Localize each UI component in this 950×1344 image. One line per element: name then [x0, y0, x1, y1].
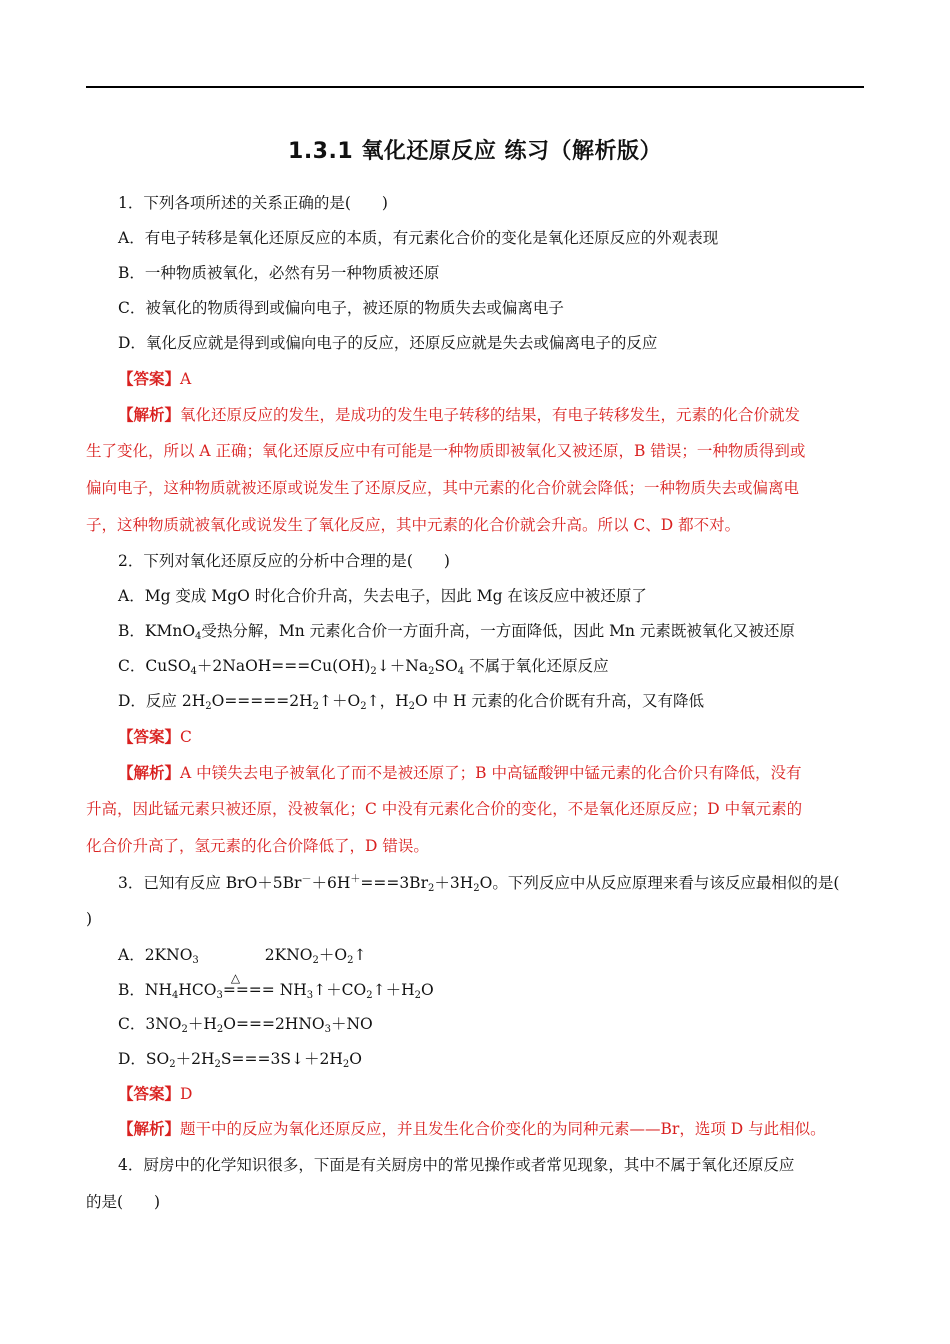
q2-option-d — [118, 690, 898, 712]
q2-stem: 2．下列对氧化还原反应的分析中合理的是( ) — [118, 552, 450, 570]
heat-condition — [222, 971, 275, 1001]
q3-b-sub-2: 3 — [216, 990, 223, 1001]
q2-c-sub-2: 2 — [370, 666, 377, 677]
q2-option-b — [118, 620, 898, 642]
q2-c-text-1: C．CuSO — [118, 657, 191, 675]
q3-b-text-3: NH — [274, 981, 307, 999]
q3-stem-continuation: ) — [86, 910, 93, 928]
q1-option-b: B．一种物质被氧化，必然有另一种物质被还原 — [118, 264, 440, 282]
q3-b-sub-1: 4 — [171, 990, 179, 1001]
q3-stem-text-3: ===3Br — [360, 874, 428, 892]
explanation-tag: 【解析】 — [118, 763, 181, 782]
q2-c-sub-3: 2 — [428, 666, 435, 677]
q3-a-text-1: A．2KNO — [118, 946, 193, 964]
q1-answer — [118, 368, 898, 390]
q3-c-text-1: C．3NO — [118, 1015, 182, 1033]
q1-expl-text-1: 氧化还原反应的发生，是成功的发生电子转移的结果，有电子转移发生，元素的化合价就发 — [180, 406, 801, 424]
q3-c-sub-1: 2 — [181, 1024, 188, 1035]
q3-c-sub-2: 2 — [216, 1024, 224, 1035]
q2-option-c — [118, 655, 898, 677]
q2-c-sub-1: 4 — [190, 666, 197, 677]
q2-explanation-line-1 — [118, 762, 898, 784]
q3-stem-text-5: O。下列反应中从反应原理来看与该反应最相似的是( — [479, 874, 840, 892]
q1-explanation-line-2: 生了变化，所以 A 正确；氧化还原反应中有可能是一种物质即被氧化又被还原，B 错误；一种物质得到或 — [86, 442, 806, 460]
q3-d-text-2: ＋2H — [175, 1050, 215, 1068]
answer-tag: 【答案】 — [118, 369, 181, 388]
explanation-tag: 【解析】 — [118, 405, 181, 424]
q3-stem-sub-2: 2 — [473, 883, 480, 894]
answer-tag: 【答案】 — [118, 1084, 181, 1103]
q2-d-text-5: O 中 H 元素的化合价既有升高，又有降低 — [414, 692, 704, 710]
q3-stem-sub-1: 2 — [427, 883, 435, 894]
q2-b-sub: 4 — [195, 631, 202, 642]
q3-expl-text-1: 题干中的反应为氧化还原反应，并且发生化合价变化的为同种元素——Br，选项 D 与此相似。 — [180, 1120, 826, 1138]
q1-option-a: A．有电子转移是氧化还原反应的本质，有元素化合价的变化是氧化还原反应的外观表现 — [118, 229, 719, 247]
q3-stem-text-2: ＋6H — [311, 874, 351, 892]
q3-b-sub-4: 2 — [366, 990, 373, 1001]
q2-d-text-1: D．反应 2H — [118, 692, 206, 710]
q1-answer-value: A — [180, 370, 192, 388]
q2-c-text-3: ↓＋Na — [376, 657, 429, 675]
header-rule — [86, 86, 864, 88]
q2-b-text-1: B．KMnO — [118, 622, 196, 640]
page-title: 1.3.1 氧化还原反应 练习（解析版） — [288, 139, 662, 164]
q3-stem-text-4: ＋3H — [434, 874, 474, 892]
q1-explanation-line-4: 子，这种物质就被氧化或说发生了氧化反应，其中元素的化合价就会升高。所以 C、D 都不对。 — [86, 516, 741, 534]
q2-c-text-2: ＋2NaOH===Cu(OH) — [196, 657, 371, 675]
q3-c-text-3: O===2HNO — [223, 1015, 325, 1033]
q2-d-text-3: ↑＋O — [319, 692, 361, 710]
q4-stem-line-1: 4．厨房中的化学知识很多，下面是有关厨房中的常见操作或者常见现象，其中不属于氧化还原反应 — [118, 1156, 795, 1174]
q3-d-text-3: S===3S↓＋2H — [220, 1050, 343, 1068]
q3-a-sub-2: 2 — [312, 955, 319, 966]
q1-option-c: C．被氧化的物质得到或偏向电子，被还原的物质失去或偏离电子 — [118, 299, 564, 317]
q3-stem — [118, 872, 898, 894]
explanation-tag: 【解析】 — [118, 1119, 181, 1138]
q3-a-text-3: ＋O — [318, 946, 348, 964]
q2-c-sub-4: 4 — [457, 666, 465, 677]
q3-a-text-2: 2KNO — [264, 946, 313, 964]
q2-c-text-5: 不属于氧化还原反应 — [464, 657, 609, 675]
q2-explanation-line-2: 升高，因此锰元素只被还原，没被氧化；C 中没有元素化合价的变化，不是氧化还原反应；D 中氧元素的 — [86, 800, 803, 818]
q2-d-sub-1: 2 — [205, 701, 212, 712]
q1-stem: 1．下列各项所述的关系正确的是( ) — [118, 194, 388, 212]
q3-explanation-line-1 — [118, 1118, 898, 1140]
q1-explanation-line-3: 偏向电子，这种物质就被还原或说发生了还原反应，其中元素的化合价就会降低；一种物质失去或偏离电 — [86, 479, 800, 497]
q3-c-text-4: ＋NO — [330, 1015, 373, 1033]
q3-c-text-2: ＋H — [187, 1015, 217, 1033]
q2-d-text-4: ↑，H — [366, 692, 409, 710]
q3-answer — [118, 1083, 898, 1105]
q1-option-d: D．氧化反应就是得到或偏向电子的反应，还原反应就是失去或偏离电子的反应 — [118, 334, 658, 352]
answer-tag: 【答案】 — [118, 727, 181, 746]
q3-a-text-4: ↑ — [353, 946, 367, 964]
q3-option-b — [118, 971, 898, 1001]
q2-explanation-line-3: 化合价升高了，氢元素的化合价降低了，D 错误。 — [86, 837, 429, 855]
q3-stem-sup-2: ＋ — [350, 874, 361, 885]
q1-explanation-line-1 — [118, 404, 898, 426]
q3-b-text-4: ↑＋CO — [313, 981, 367, 999]
q3-option-a — [118, 944, 898, 966]
q3-c-sub-3: 3 — [324, 1024, 331, 1035]
q3-stem-sup-1: － — [301, 874, 312, 885]
q2-d-sub-4: 2 — [408, 701, 415, 712]
q4-stem-line-2: 的是( ) — [86, 1193, 161, 1211]
q2-b-text-2: 受热分解，Mn 元素化合价一方面升高，一方面降低，因此 Mn 元素既被氧化又被还原 — [201, 622, 795, 640]
q3-d-sub-3: 2 — [342, 1059, 350, 1070]
q2-answer — [118, 726, 898, 748]
q2-d-sub-3: 2 — [360, 701, 367, 712]
q3-stem-text-1: 3．已知有反应 BrO＋5Br — [118, 874, 302, 892]
q3-a-sub-1: 3 — [192, 955, 199, 966]
q3-a-sub-3: 2 — [347, 955, 354, 966]
q3-d-sub-1: 2 — [169, 1059, 176, 1070]
q3-b-text-1: B．NH — [118, 981, 172, 999]
heat-triangle-icon: △ — [230, 971, 241, 985]
q3-b-cond: ==== — [222, 981, 275, 999]
q3-answer-value: D — [180, 1085, 193, 1103]
q2-answer-value: C — [180, 728, 192, 746]
q2-d-text-2: O=====2H — [211, 692, 313, 710]
q3-d-text-1: D．SO — [118, 1050, 170, 1068]
q3-option-c — [118, 1013, 898, 1035]
q2-c-text-4: SO — [434, 657, 458, 675]
q3-option-d — [118, 1048, 898, 1070]
q2-d-sub-2: 2 — [312, 701, 320, 712]
q2-option-a: A．Mg 变成 MgO 时化合价升高，失去电子，因此 Mg 在该反应中被还原了 — [118, 587, 647, 605]
q3-b-text-6: O — [421, 981, 434, 999]
q3-b-text-5: ↑＋H — [372, 981, 415, 999]
q2-expl-text-1: A 中镁失去电子被氧化了而不是被还原了；B 中高锰酸钾中锰元素的化合价只有降低，没有 — [180, 764, 802, 782]
q3-d-text-4: O — [349, 1050, 362, 1068]
q3-b-sub-3: 3 — [306, 990, 314, 1001]
q3-b-text-2: HCO — [178, 981, 217, 999]
q3-b-sub-5: 2 — [414, 990, 421, 1001]
q3-d-sub-2: 2 — [214, 1059, 221, 1070]
